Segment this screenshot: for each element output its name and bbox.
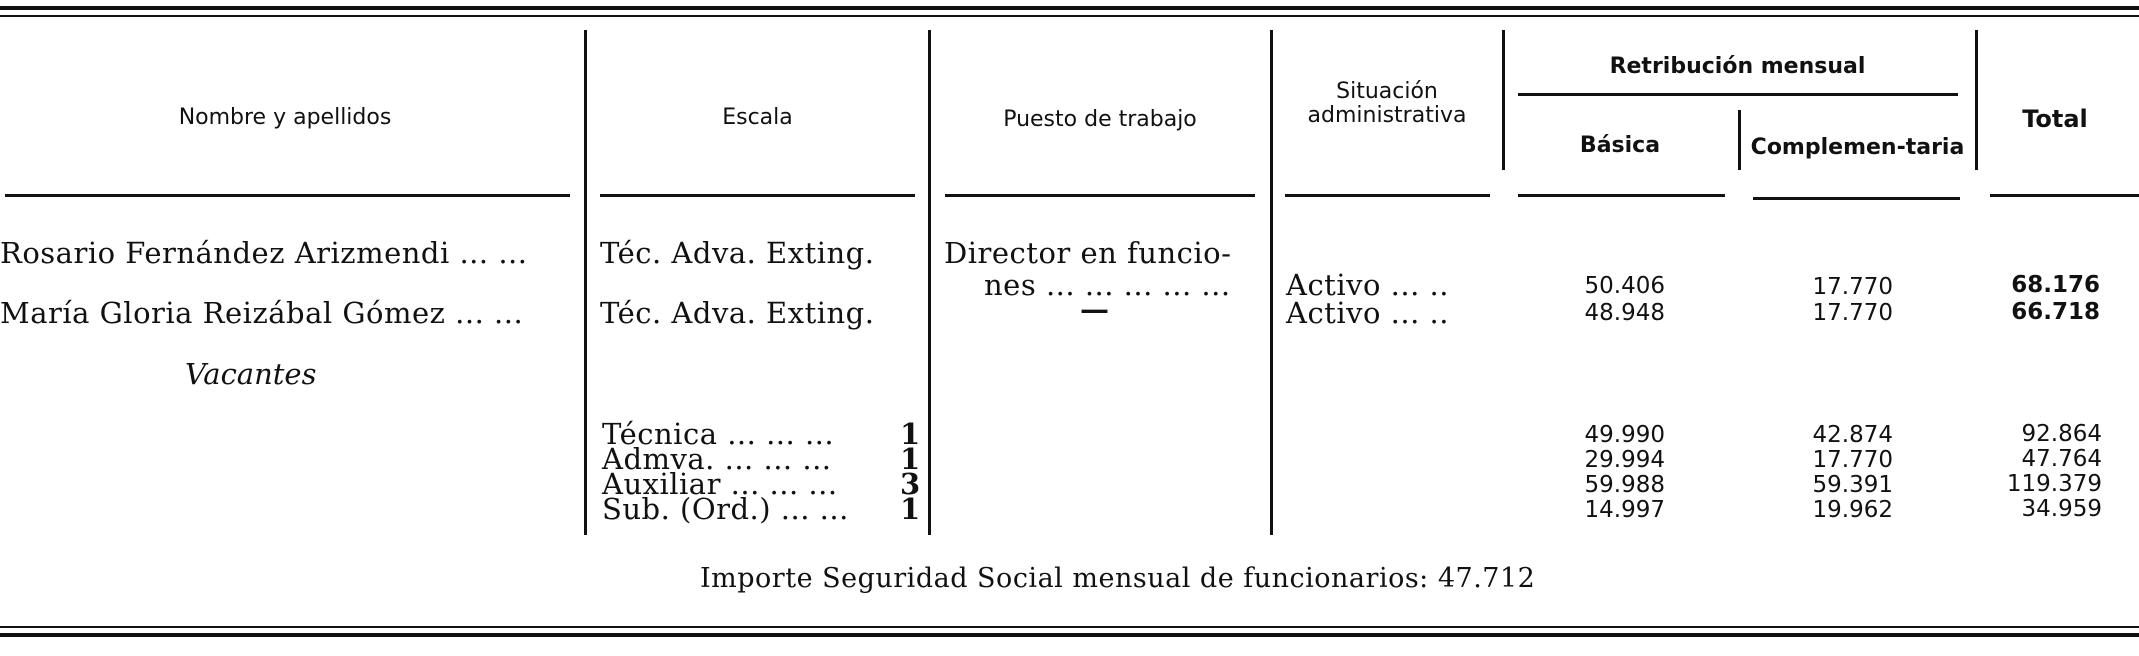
header-underline	[600, 194, 915, 197]
row-nombre: María Gloria Reizábal Gómez ... ...	[0, 296, 524, 330]
vacante-basica: 14.997	[1584, 497, 1665, 523]
row-puesto: —	[1080, 292, 1110, 326]
vacante-count: 3	[900, 467, 921, 501]
column-rule	[1738, 110, 1741, 170]
header-underline	[1285, 194, 1490, 197]
vacante-escala: Auxiliar ... ... ...	[602, 467, 838, 501]
vacante-total: 47.764	[2021, 446, 2102, 472]
footer-importe: Importe Seguridad Social mensual de funcionarios: 47.712	[700, 563, 1536, 594]
column-rule	[1270, 30, 1273, 535]
row-puesto-line2: nes ... ... ... ... ...	[984, 268, 1231, 302]
top-rule-thick	[0, 6, 2139, 10]
row-escala: Téc. Adva. Exting.	[600, 296, 875, 330]
vacante-total: 34.959	[2021, 496, 2102, 522]
header-nombre: Nombre y apellidos	[178, 105, 392, 130]
row-complementaria: 17.770	[1812, 300, 1893, 326]
top-rule-thin	[0, 15, 2139, 17]
bottom-rule-thin	[0, 626, 2139, 628]
vacante-complementaria: 42.874	[1812, 422, 1893, 448]
header-underline	[1753, 197, 1960, 200]
header-total: Total	[2022, 105, 2088, 133]
vacante-escala: Sub. (Ord.) ... ...	[602, 492, 849, 526]
row-situacion: Activo ... ..	[1286, 296, 1449, 330]
vacante-escala: Técnica ... ... ...	[602, 417, 835, 451]
header-underline	[1518, 194, 1725, 197]
header-situacion: Situación administrativa	[1307, 79, 1467, 128]
vacante-complementaria: 19.962	[1812, 497, 1893, 523]
header-retribucion: Retribución mensual	[1609, 54, 1866, 79]
retribucion-rule	[1518, 93, 1958, 96]
row-total: 66.718	[2011, 299, 2100, 325]
vacantes-label: Vacantes	[185, 357, 317, 391]
row-basica: 50.406	[1584, 273, 1665, 299]
vacante-count: 1	[900, 442, 921, 476]
column-rule	[928, 30, 931, 535]
vacante-complementaria: 59.391	[1812, 472, 1893, 498]
row-total: 68.176	[2011, 272, 2100, 298]
vacante-basica: 59.988	[1584, 472, 1665, 498]
header-underline	[5, 194, 570, 197]
column-rule	[584, 30, 587, 535]
column-rule	[1975, 30, 1978, 170]
bottom-rule-thick	[0, 633, 2139, 637]
row-situacion: Activo ... ..	[1286, 268, 1449, 302]
row-basica: 48.948	[1584, 300, 1665, 326]
row-complementaria: 17.770	[1812, 274, 1893, 300]
header-basica: Básica	[1579, 133, 1661, 158]
vacante-basica: 49.990	[1584, 422, 1665, 448]
vacante-basica: 29.994	[1584, 447, 1665, 473]
header-underline	[945, 194, 1255, 197]
header-complementaria: Complemen-taria	[1750, 135, 1965, 160]
row-puesto-line1: Director en funcio-	[944, 236, 1232, 270]
header-puesto: Puesto de trabajo	[1003, 107, 1197, 132]
vacante-count: 1	[900, 417, 921, 451]
header-escala: Escala	[722, 105, 793, 130]
row-nombre: Rosario Fernández Arizmendi ... ...	[0, 236, 528, 270]
vacante-total: 119.379	[2006, 471, 2102, 497]
vacante-count: 1	[900, 492, 921, 526]
vacante-escala: Admva. ... ... ...	[602, 442, 832, 476]
header-underline	[1990, 194, 2139, 197]
row-escala: Téc. Adva. Exting.	[600, 236, 875, 270]
vacante-total: 92.864	[2021, 421, 2102, 447]
vacante-complementaria: 17.770	[1812, 447, 1893, 473]
